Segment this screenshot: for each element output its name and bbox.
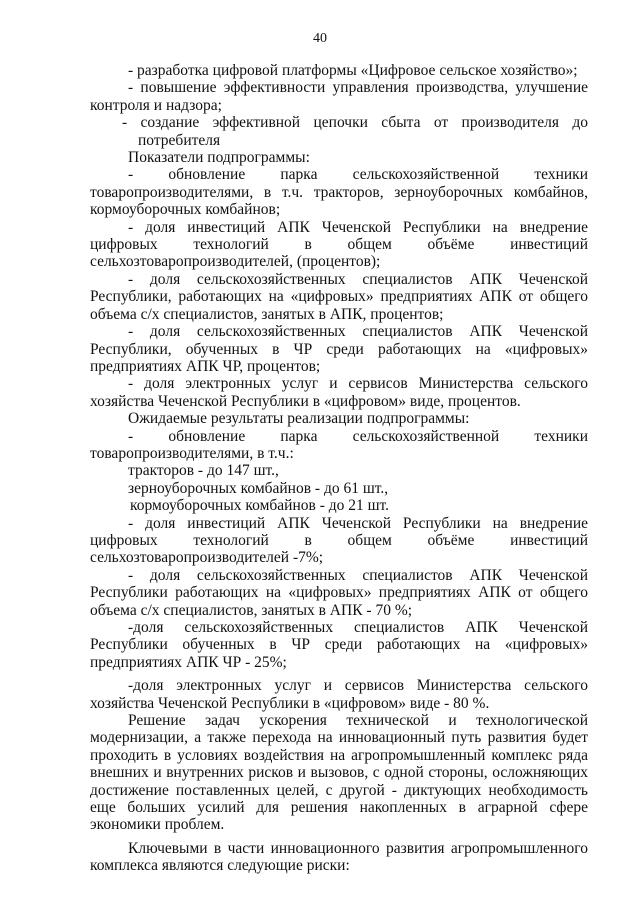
heading-expected-results: Ожидаемые результаты реализации подпрограммы: — [128, 410, 470, 428]
paragraph-modernization-risks: Решение задач ускорения технической и технологической модернизации, а также перехода на инновационный путь развития будет проходить в условиях воздействия на агропромышленный комплекс ряда внешних и внутренних рисков и вызовов, с одной стороны, осложняющих достижение поставленных целей, с другой - диктующих необходимость еще больших усилий для решения накопленных в аграрной сфере экономики проблем. — [90, 712, 588, 834]
paragraph-digital-platform: - разработка цифровой платформы «Цифровое сельское хозяйство»; — [128, 62, 578, 79]
paragraph-key-risks: Ключевыми в части инновационного развития агропромышленного комплекса являются следующие риски: — [90, 839, 588, 875]
paragraph-indicator-trained-specialists: - доля сельскохозяйственных специалистов АПК Чеченской Республики, обученных в ЧР среди работающих на «цифровых» предприятиях АПК ЧР, процентов; — [90, 323, 588, 375]
result-tractors: тракторов - до 147 шт., — [128, 462, 279, 480]
result-forage-harvesters: кормоуборочных комбайнов - до 21 шт. — [130, 497, 390, 515]
page-number: 40 — [313, 31, 327, 46]
document-body — [90, 62, 588, 875]
paragraph-result-digital-specialists: - доля сельскохозяйственных специалистов АПК Чеченской Республики работающих на «цифровых» предприятиях АПК от общего объема с/х специалистов, занятых в АПК - 70 %; — [90, 566, 588, 619]
paragraph-indicator-digital-specialists: - доля сельскохозяйственных специалистов АПК Чеченской Республики, работающих на «цифровых» предприятиях АПК от общего объема с/х специалистов, занятых в АПК, процентов; — [90, 270, 588, 323]
heading-subprogram-indicators: Показатели подпрограммы: — [128, 149, 310, 167]
paragraph-management-efficiency: - повышение эффективности управления производства, улучшение контроля и надзора; — [90, 79, 588, 114]
paragraph-result-investment-share: - доля инвестиций АПК Чеченской Республики на внедрение цифровых технологий в общем объёме инвестиций сельхозтоваропроизводителей -7%; — [90, 514, 588, 567]
paragraph-result-trained-specialists: -доля сельскохозяйственных специалистов АПК Чеченской Республики обученных в ЧР среди работающих на «цифровых» предприятиях АПК ЧР - 25%; — [90, 619, 588, 671]
paragraph-sales-chain: - создание эффективной цепочки сбыта от производителя до потребителя — [122, 114, 588, 149]
paragraph-indicator-investment-share: - доля инвестиций АПК Чеченской Республики на внедрение цифровых технологий в общем объёме инвестиций сельхозтоваропроизводителей, (процентов); — [90, 218, 588, 271]
paragraph-result-fleet-renewal: - обновление парка сельскохозяйственной техники товаропроизводителями, в т.ч.: — [90, 427, 588, 462]
paragraph-result-e-services: -доля электронных услуг и сервисов Министерства сельского хозяйства Чеченской Республики в «цифровом» виде - 80 %. — [90, 677, 588, 712]
result-grain-harvesters: зерноуборочных комбайнов - до 61 шт., — [128, 479, 389, 497]
paragraph-indicator-fleet-renewal: - обновление парка сельскохозяйственной техники товаропроизводителями, в т.ч. тракторов, зерноуборочных комбайнов, кормоуборочных комбайнов; — [90, 166, 588, 219]
paragraph-indicator-e-services: - доля электронных услуг и сервисов Министерства сельского хозяйства Чеченской Республики в «цифровом» виде, процентов. — [90, 375, 588, 410]
